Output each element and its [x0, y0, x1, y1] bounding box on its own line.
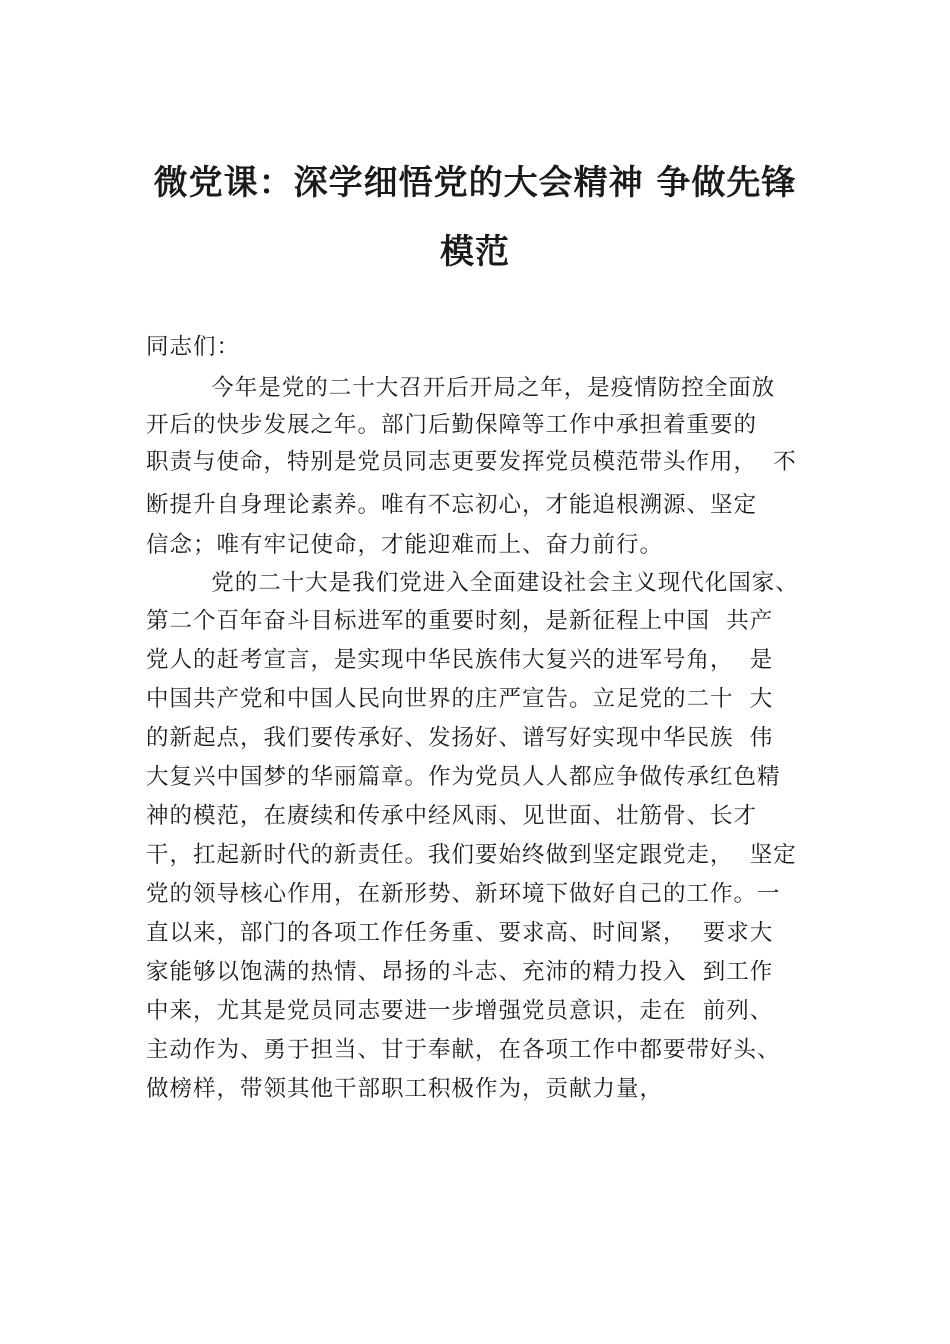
body-line: 党的二十大是我们党进入全面建设社会主义现代化国家、	[146, 570, 799, 596]
body-line: 的新起点，我们要传承好、发扬好、谱写好实现中华民族 伟	[146, 725, 774, 751]
body-line: 中来，尤其是党员同志要进一步增强党员意识，走在 前列、	[146, 998, 774, 1024]
body-line: 职责与使命，特别是党员同志更要发挥党员模范带头作用， 不	[146, 449, 797, 475]
body-line: 做榜样，带领其他干部职工积极作为，贡献力量，	[146, 1076, 664, 1102]
body-line: 主动作为、勇于担当、甘于奉献，在各项工作中都要带好头、	[146, 1037, 781, 1063]
document-title-line-1: 微党课：深学细悟党的大会精神 争做先锋	[153, 163, 797, 203]
salutation: 同志们：	[146, 334, 241, 360]
body-line: 神的模范，在赓续和传承中经风雨、见世面、壮筋骨、长才	[146, 803, 758, 829]
body-line: 家能够以饱满的热情、昂扬的斗志、充沛的精力投入 到工作	[146, 959, 774, 985]
body-line: 开后的快步发展之年。部门后勤保障等工作中承担着重要的	[146, 412, 758, 438]
body-line: 第二个百年奋斗目标进军的重要时刻，是新征程上中国 共产	[146, 608, 774, 634]
body-line: 直以来，部门的各项工作任务重、要求高、时间紧， 要求大	[146, 920, 774, 946]
body-line: 信念；唯有牢记使命，才能迎难而上、奋力前行。	[146, 532, 664, 558]
body-line: 今年是党的二十大召开后开局之年，是疫情防控全面放	[146, 375, 776, 401]
body-line: 党人的赶考宣言，是实现中华民族伟大复兴的进军号角， 是	[146, 647, 774, 673]
body-line: 大复兴中国梦的华丽篇章。作为党员人人都应争做传承红色精	[146, 764, 781, 790]
body-line: 党的领导核心作用，在新形势、新环境下做好自己的工作。一	[146, 881, 781, 907]
document-title-line-2: 模范	[440, 232, 510, 272]
body-line: 中国共产党和中国人民向世界的庄严宣告。立足党的二十 大	[146, 686, 774, 712]
body-line: 干，扛起新时代的新责任。我们要始终做到坚定跟党走， 坚定	[146, 842, 797, 868]
body-line: 断提升自身理论素养。唯有不忘初心，才能追根溯源、坚定	[146, 492, 758, 518]
